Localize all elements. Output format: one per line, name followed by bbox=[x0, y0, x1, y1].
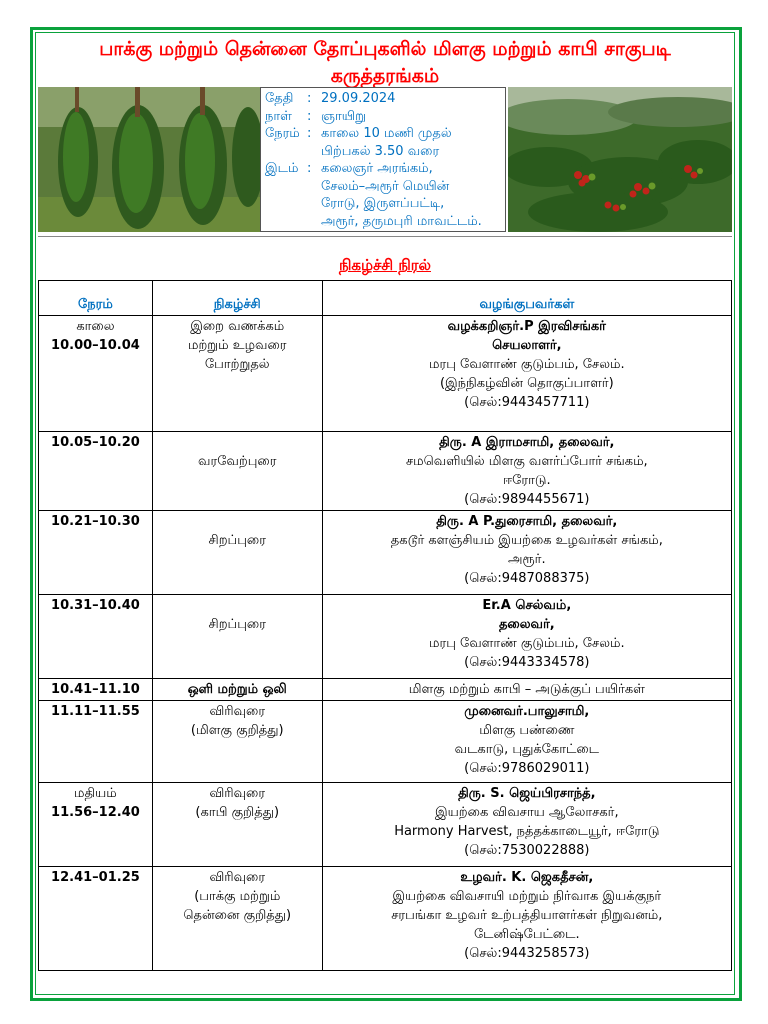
speaker-detail: மிளகு மற்றும் காபி – அடுக்குப் பயிர்கள் bbox=[408, 682, 645, 697]
title-line-1: பாக்கு மற்றும் தென்னை தோப்புகளில் மிளகு மற்றும் காபி சாகுபடி bbox=[99, 38, 671, 60]
time-cell bbox=[39, 316, 153, 432]
speaker-phone: (செல்:9443457711) bbox=[464, 395, 590, 410]
speaker-cell bbox=[322, 432, 731, 511]
venue-line-3: ரோடு, இருளப்பட்டி, bbox=[321, 196, 445, 211]
time-text: 12.41–01.25 bbox=[51, 870, 140, 885]
speaker-cell bbox=[322, 316, 731, 432]
event-line: விரிவுரை bbox=[209, 870, 266, 885]
speaker-detail: இயற்கை விவசாயி மற்றும் நிர்வாக இயக்குநர் bbox=[392, 889, 662, 904]
speaker-detail: இயற்கை விவசாய ஆலோசகர், bbox=[435, 805, 619, 820]
day-value: ஞாயிறு bbox=[321, 108, 366, 124]
speaker-detail: மரபு வேளாண் குடும்பம், சேலம். bbox=[429, 636, 625, 651]
event-cell bbox=[152, 867, 322, 971]
speaker-name: உழவர். K. ஜெகதீசன், bbox=[460, 870, 594, 885]
table-row bbox=[39, 783, 732, 867]
speaker-cell bbox=[322, 867, 731, 971]
venue-line-4: அரூர், தருமபுரி மாவட்டம். bbox=[321, 213, 482, 229]
table-header-row bbox=[39, 281, 732, 316]
speaker-cell bbox=[322, 679, 731, 701]
time-value bbox=[321, 125, 501, 160]
table-row bbox=[39, 867, 732, 971]
speaker-name: முனைவர்.பாலுசாமி, bbox=[464, 704, 590, 719]
speaker-name: செயலாளர், bbox=[492, 338, 562, 353]
time-label: நேரம் bbox=[265, 126, 300, 141]
event-line: (பாக்கு மற்றும் bbox=[194, 889, 281, 904]
info-venue-row bbox=[265, 160, 501, 230]
pepper-vines-photo bbox=[38, 87, 260, 232]
time-cell bbox=[39, 432, 153, 511]
speaker-detail: அரூர். bbox=[508, 552, 546, 567]
time-cell bbox=[39, 783, 153, 867]
title-line-2: கருத்தரங்கம் bbox=[330, 65, 440, 87]
speaker-name: திரு. S. ஜெய்பிரசாந்த், bbox=[458, 786, 596, 801]
venue-value bbox=[321, 160, 501, 230]
time-text: 10.05–10.20 bbox=[51, 435, 140, 450]
time-colon: : bbox=[307, 126, 312, 141]
time-range: 10.00–10.04 bbox=[51, 338, 140, 353]
table-row bbox=[39, 432, 732, 511]
speaker-cell bbox=[322, 701, 731, 783]
table-row bbox=[39, 679, 732, 701]
event-info-box bbox=[260, 87, 506, 232]
day-colon: : bbox=[307, 108, 312, 124]
table-row bbox=[39, 511, 732, 595]
speaker-phone: (செல்:9894455671) bbox=[464, 492, 590, 507]
page-title bbox=[40, 36, 730, 90]
speaker-detail: மிளகு பண்ணை bbox=[479, 723, 575, 738]
time-text: 10.21–10.30 bbox=[51, 514, 140, 529]
event-line: போற்றுதல் bbox=[204, 357, 270, 372]
time-text: மதியம் bbox=[74, 786, 117, 801]
speaker-detail: தகடூர் களஞ்சியம் இயற்கை உழவர்கள் சங்கம், bbox=[390, 533, 663, 548]
event-cell bbox=[152, 511, 322, 595]
coffee-berries-photo bbox=[508, 87, 732, 232]
table-row bbox=[39, 701, 732, 783]
event-cell bbox=[152, 595, 322, 679]
event-line bbox=[156, 433, 319, 452]
speaker-detail: ஈரோடு. bbox=[503, 473, 551, 488]
schedule-body bbox=[39, 316, 732, 971]
speaker-detail: சமவெளியில் மிளகு வளர்ப்போர் சங்கம், bbox=[405, 454, 648, 469]
time-cell bbox=[39, 679, 153, 701]
date-value: 29.09.2024 bbox=[321, 91, 396, 106]
event-cell bbox=[152, 701, 322, 783]
day-label: நாள் bbox=[265, 108, 292, 124]
speaker-name: திரு. A P.துரைசாமி, தலைவர், bbox=[436, 514, 618, 529]
event-cell bbox=[152, 783, 322, 867]
time-range: 11.56–12.40 bbox=[51, 805, 140, 820]
info-date-row bbox=[265, 90, 501, 108]
date-colon: : bbox=[307, 91, 312, 106]
event-line: சிறப்புரை bbox=[208, 533, 266, 548]
speaker-cell bbox=[322, 783, 731, 867]
event-line: இறை வணக்கம் bbox=[190, 319, 285, 334]
info-time-row bbox=[265, 125, 501, 160]
time-text: 11.11–11.55 bbox=[51, 704, 140, 719]
time-text: 10.41–11.10 bbox=[51, 682, 140, 697]
table-row bbox=[39, 595, 732, 679]
speaker-phone: (செல்:9786029011) bbox=[464, 761, 590, 776]
schedule-table bbox=[38, 280, 732, 971]
speaker-cell bbox=[322, 595, 731, 679]
speaker-detail: மரபு வேளாண் குடும்பம், சேலம். bbox=[429, 357, 625, 372]
event-line bbox=[156, 596, 319, 615]
venue-label: இடம் bbox=[265, 161, 299, 176]
event-line: (காபி குறித்து) bbox=[195, 805, 280, 820]
time-value-line-1: காலை 10 மணி முதல் bbox=[321, 126, 452, 141]
event-line: சிறப்புரை bbox=[208, 617, 266, 632]
time-cell bbox=[39, 867, 153, 971]
event-cell bbox=[152, 679, 322, 701]
venue-colon: : bbox=[307, 161, 312, 176]
event-line: தென்னை குறித்து) bbox=[183, 908, 292, 923]
speaker-phone: (செல்:9487088375) bbox=[464, 571, 590, 586]
column-header-time: நேரம் bbox=[39, 281, 153, 316]
speaker-detail: சரபங்கா உழவர் உற்பத்தியாளர்கள் நிறுவனம், bbox=[391, 908, 663, 923]
speaker-name: தலைவர், bbox=[498, 617, 555, 632]
speaker-phone: (செல்:7530022888) bbox=[464, 843, 590, 858]
event-line: விரிவுரை bbox=[209, 704, 266, 719]
time-value-line-2: பிற்பகல் 3.50 வரை bbox=[321, 143, 440, 159]
time-cell bbox=[39, 701, 153, 783]
time-text: 10.31–10.40 bbox=[51, 598, 140, 613]
table-row bbox=[39, 316, 732, 432]
event-line: வரவேற்புரை bbox=[198, 454, 277, 469]
speaker-detail: வடகாடு, புதுக்கோட்டை bbox=[454, 742, 599, 757]
speaker-name: திரு. A இராமசாமி, தலைவர், bbox=[439, 435, 615, 450]
event-line: (மிளகு குறித்து) bbox=[190, 723, 284, 738]
schedule-heading: நிகழ்ச்சி நிரல் bbox=[339, 256, 431, 274]
date-label: தேதி bbox=[265, 91, 294, 106]
time-cell bbox=[39, 511, 153, 595]
speaker-detail: Harmony Harvest, நத்தக்காடையூர், ஈரோடு bbox=[394, 824, 660, 839]
event-cell bbox=[152, 432, 322, 511]
event-line: விரிவுரை bbox=[209, 786, 266, 801]
event-line: மற்றும் உழவரை bbox=[188, 338, 287, 353]
event-line: ஒளி மற்றும் ஒலி bbox=[187, 682, 287, 697]
column-header-event: நிகழ்ச்சி bbox=[152, 281, 322, 316]
speaker-name: வழக்கறிஞர்.P இரவிசங்கர் bbox=[447, 319, 606, 334]
speaker-cell bbox=[322, 511, 731, 595]
venue-line-1: கலைஞர் அரங்கம், bbox=[321, 161, 433, 176]
speaker-phone: (செல்:9443258573) bbox=[464, 946, 590, 961]
time-text: காலை bbox=[76, 319, 115, 334]
column-header-speakers: வழங்குபவர்கள் bbox=[322, 281, 731, 316]
speaker-name: Er.A செல்வம், bbox=[482, 598, 572, 613]
event-cell bbox=[152, 316, 322, 432]
speaker-phone: (செல்:9443334578) bbox=[464, 655, 590, 670]
speaker-detail: டேனிஷ்பேட்டை. bbox=[473, 927, 580, 942]
event-line bbox=[156, 512, 319, 531]
time-cell bbox=[39, 595, 153, 679]
speaker-detail: (இந்நிகழ்வின் தொகுப்பாளர்) bbox=[439, 376, 614, 391]
venue-line-2: சேலம்–அரூர் மெயின் bbox=[321, 178, 450, 194]
info-day-row bbox=[265, 108, 501, 126]
